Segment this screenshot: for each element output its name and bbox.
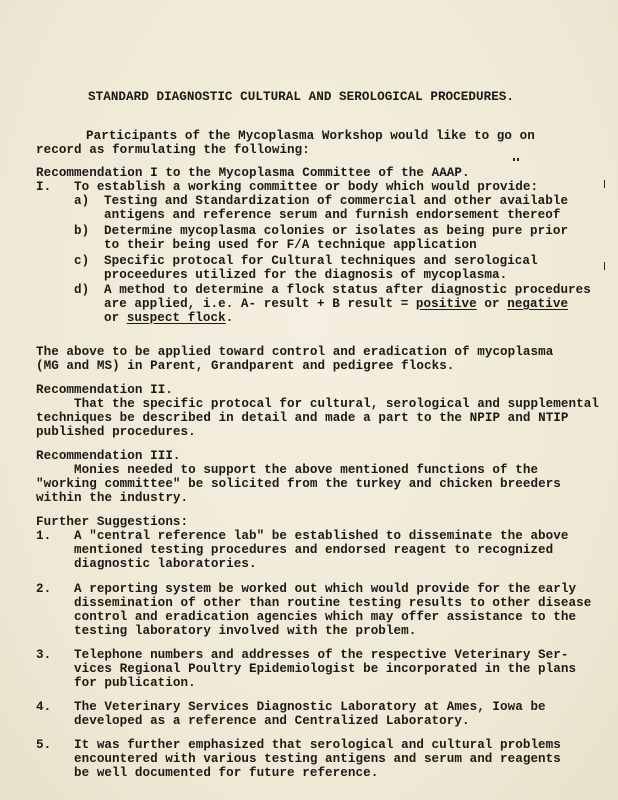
- subitem-text: are applied, i.e. A- result + B result =: [104, 297, 416, 311]
- recommendation-3-line: Monies needed to support the above mentioned functions of the: [74, 463, 539, 477]
- applied-line: The above to be applied toward control and eradication of mycoplasma: [36, 345, 554, 359]
- recommendation-2-line: techniques be described in detail and made a part to the NPIP and NTIP: [36, 411, 569, 425]
- subitem-line: to their being used for F/A technique application: [104, 238, 477, 252]
- subitem-line: Determine mycoplasma colonies or isolates as being pure prior: [104, 224, 569, 238]
- recommendation-1-heading: Recommendation I to the Mycoplasma Committee of the AAAP.: [36, 166, 470, 180]
- suspect-flock-term: suspect flock: [126, 311, 226, 325]
- suggestion-line: be well documented for future reference.: [74, 766, 379, 780]
- subitem-letter: b): [74, 224, 90, 238]
- ink-speck: [513, 158, 515, 161]
- document-title: STANDARD DIAGNOSTIC CULTURAL AND SEROLOGICAL PROCEDURES.: [88, 90, 515, 104]
- applied-line: (MG and MS) in Parent, Grandparent and pedigree flocks.: [36, 359, 455, 373]
- suggestion-line: vices Regional Poultry Epidemiologist be incorporated in the plans: [74, 662, 577, 676]
- item-text: To establish a working committee or body which would provide:: [74, 180, 539, 194]
- suggestion-line: mentioned testing procedures and endorsed reagent to recognized: [74, 543, 554, 557]
- ink-speck: [517, 158, 519, 161]
- recommendation-3-line: within the industry.: [36, 491, 189, 505]
- subitem-letter: a): [74, 194, 90, 208]
- subitem-line: Testing and Standardization of commercial and other available: [104, 194, 569, 208]
- recommendation-3-heading: Recommendation III.: [36, 449, 181, 463]
- suggestion-number: 4.: [36, 700, 52, 714]
- suggestion-line: encountered with various testing antigens and serum and reagents: [74, 752, 561, 766]
- intro-line: record as formulating the following:: [36, 143, 310, 157]
- suggestion-number: 2.: [36, 582, 52, 596]
- subitem-text: or: [476, 297, 508, 311]
- suggestion-line: diagnostic laboratories.: [74, 557, 257, 571]
- recommendation-3-line: "working committee" be solicited from the turkey and chicken breeders: [36, 477, 561, 491]
- subitem-line: proceedures utilized for the diagnosis of mycoplasma.: [104, 268, 508, 282]
- subitem-line: Specific protocal for Cultural techniques and serological: [104, 254, 538, 268]
- subitem-line: [104, 297, 568, 311]
- suggestion-line: A reporting system be worked out which would provide for the early: [74, 582, 577, 596]
- suggestion-line: Telephone numbers and addresses of the respective Veterinary Ser-: [74, 648, 569, 662]
- intro-line: Participants of the Mycoplasma Workshop would like to go on: [86, 129, 535, 143]
- suggestion-line: developed as a reference and Centralized Laboratory.: [74, 714, 470, 728]
- further-suggestions-heading: Further Suggestions:: [36, 515, 189, 529]
- ink-speck: [604, 262, 605, 270]
- suggestion-line: dissemination of other than routine testing results to other disease: [74, 596, 592, 610]
- subitem-letter: d): [74, 283, 90, 297]
- suggestion-number: 3.: [36, 648, 52, 662]
- subitem-letter: c): [74, 254, 90, 268]
- subitem-text: .: [225, 311, 234, 325]
- suggestion-number: 5.: [36, 738, 52, 752]
- negative-term: negative: [507, 297, 569, 311]
- recommendation-2-heading: Recommendation II.: [36, 383, 173, 397]
- subitem-text: or: [104, 311, 127, 325]
- recommendation-2-line: published procedures.: [36, 425, 196, 439]
- suggestion-number: 1.: [36, 529, 52, 543]
- subitem-line: [104, 311, 233, 325]
- suggestion-line: testing laboratory involved with the problem.: [74, 624, 417, 638]
- suggestion-line: for publication.: [74, 676, 196, 690]
- recommendation-2-line: That the specific protocal for cultural, serological and supplemental: [74, 397, 599, 411]
- subitem-line: A method to determine a flock status after diagnostic procedures: [104, 283, 591, 297]
- subitem-line: antigens and reference serum and furnish endorsement thereof: [104, 208, 561, 222]
- ink-speck: [604, 180, 605, 188]
- positive-term: positive: [415, 297, 477, 311]
- item-number: I.: [36, 180, 52, 194]
- suggestion-line: The Veterinary Services Diagnostic Laboratory at Ames, Iowa be: [74, 700, 546, 714]
- suggestion-line: A "central reference lab" be established to disseminate the above: [74, 529, 569, 543]
- suggestion-line: control and eradication agencies which may offer assistance to the: [74, 610, 577, 624]
- suggestion-line: It was further emphasized that serological and cultural problems: [74, 738, 561, 752]
